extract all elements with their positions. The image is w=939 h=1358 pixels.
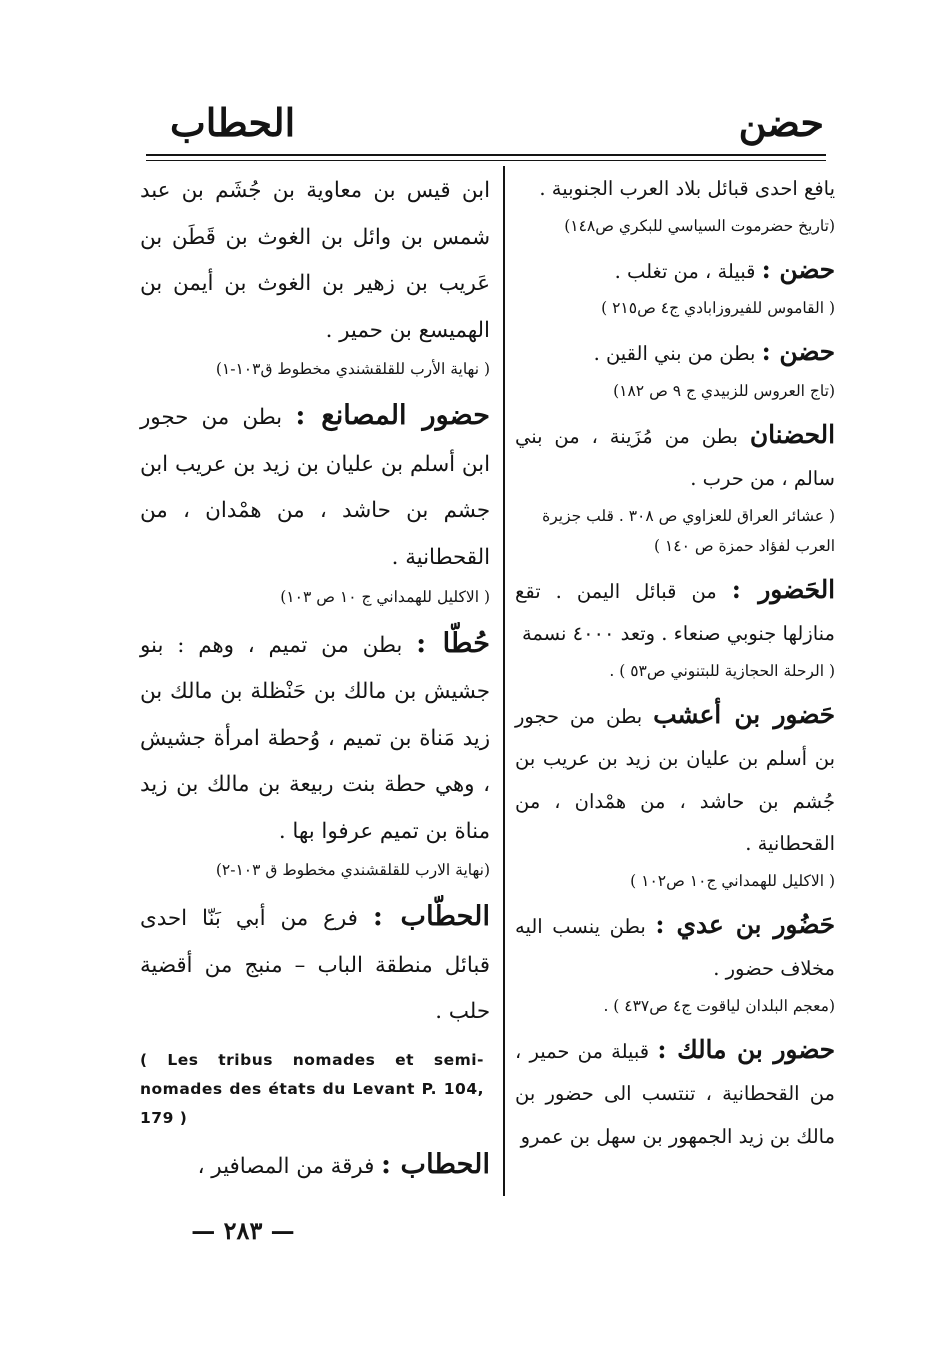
running-header-left: الحطاب: [170, 100, 296, 145]
entry-source: ( الاكليل للهمداني ج ١٠ ص ١٠٣): [280, 587, 490, 606]
entry-source: ( القاموس للفيروزابادي ج٤ ص٢١٥ ): [601, 299, 835, 317]
entry-source: ( عشائر العراق للعزاوي ص ٣٠٨ . قلب جزيرة العرب لفؤاد حمزة ص ١٤٠ ): [542, 506, 835, 555]
entry: [515, 331, 835, 376]
entry: [140, 1141, 490, 1191]
entry-text: بطن من مُزَينة ، من بني سالم ، من حرب .: [515, 424, 835, 490]
entry: [515, 1029, 835, 1159]
left-column: [140, 168, 490, 1191]
entry: [515, 694, 835, 866]
entry-headword: الحطاب :: [381, 1148, 490, 1180]
entry-headword: حضور بن مالك :: [657, 1034, 835, 1064]
right-column: [515, 168, 835, 1158]
entry-text: من قبائل اليمن . تقع منازلها جنوبي صنعاء . وتعد ٤٠٠٠ نسمة: [515, 579, 835, 645]
entry: [515, 414, 835, 501]
latin-reference: ( Les tribus nomades et semi-nomades des états du Levant P. 104, 179 ): [140, 1051, 484, 1127]
entry-continuation: يافع احدى قبائل بلاد العرب الجنوبية .: [539, 177, 835, 200]
entry-source: ( الاكليل للهمداني ج١٠ ص١٠٢ ): [630, 871, 835, 890]
entry-headword: حَضُور بن عدي :: [655, 909, 835, 939]
entry-text: بطن من حجور بن أسلم بن عليان بن زيد بن عريب بن جُشم بن حاشد ، من همْدان ، من القحطانية .: [515, 704, 835, 855]
entry-source: ( الرحلة الحجازية للبتنوني ص٥٣ ) .: [609, 661, 835, 680]
entry-text: قبيلة من حمير ، من القحطانية ، تنتسب الى حضور بن مالك بن زيد الجمهور بن سهل بن عمرو: [515, 1039, 835, 1148]
entry: [140, 620, 490, 856]
entry-text: بطن من تميم ، وهم : بنو جشيش بن مالك بن حَنْظلة بن مالك بن زيد مَناة بن تميم ، وُحطة امرأة جشيش ، وهي حطة بنت ربيعة بن مالك بن زيد مناة بن تميم عرفوا بها .: [140, 632, 490, 844]
header-rule: [146, 154, 826, 156]
entry-headword: حضن :: [761, 337, 835, 366]
entry-headword: الحضنان: [749, 419, 835, 449]
entry-source: (معجم البلدان لياقوت ج٤ ص٤٣٧ ) .: [603, 996, 835, 1015]
entry-headword: حضور المصانع :: [295, 399, 490, 432]
header-rule-thin: [146, 160, 826, 161]
entry-source: (نهاية الارب للقلقشندي مخطوط ق ١٠٣-٢): [215, 861, 490, 880]
entry-headword: حُطّا :: [416, 626, 490, 659]
entry-source: (تاج العروس للزبيدي ج ٩ ص ١٨٢): [613, 381, 835, 400]
page-number: — ٢٨٣ —: [191, 1216, 295, 1245]
entry-headword: الحطّاب :: [372, 900, 490, 933]
entry-source: ( نهاية الأرب للقلقشندي مخطوط ق١٠٣-١): [215, 360, 490, 379]
column-divider: [503, 166, 505, 1196]
entry-source: (تاريخ حضرموت السياسي للبكري ص١٤٨): [564, 216, 835, 235]
entry: [515, 569, 835, 656]
entry-text: بطن من بني القين .: [593, 342, 762, 365]
entry-text: فرقة من المصافير ،: [197, 1154, 382, 1179]
entry-continuation: ابن قيس بن معاوية بن جُشَم بن عبد شمس بن وائل بن الغوث بن قَطَن بن عَريب بن زهير بن الغوث بن أيمن بن الهميسع بن حمير .: [140, 178, 490, 343]
entry-text: بطن ينسب اليه مخلاف حضور .: [515, 914, 835, 980]
running-header-right: حضن: [738, 100, 824, 145]
entry-text: قبيلة ، من تغلب .: [614, 259, 762, 283]
entry-text: بطن من حجور ابن أسلم بن عليان بن زيد بن عريب ابن جشم بن حاشد ، من همْدان ، من القحطانية .: [140, 405, 490, 570]
entry-text: فرع من أبي بَنّا احدى قبائل منطقة الباب – منبج من أقضية حلب .: [140, 906, 490, 1025]
entry-headword: حَضور بن أعشب: [653, 699, 835, 729]
entry: [515, 904, 835, 991]
entry: [140, 893, 490, 1036]
entry-headword: الحَضور :: [731, 574, 835, 604]
entry-headword: حضن :: [761, 254, 835, 284]
entry: [515, 249, 835, 294]
entry: [140, 392, 490, 581]
